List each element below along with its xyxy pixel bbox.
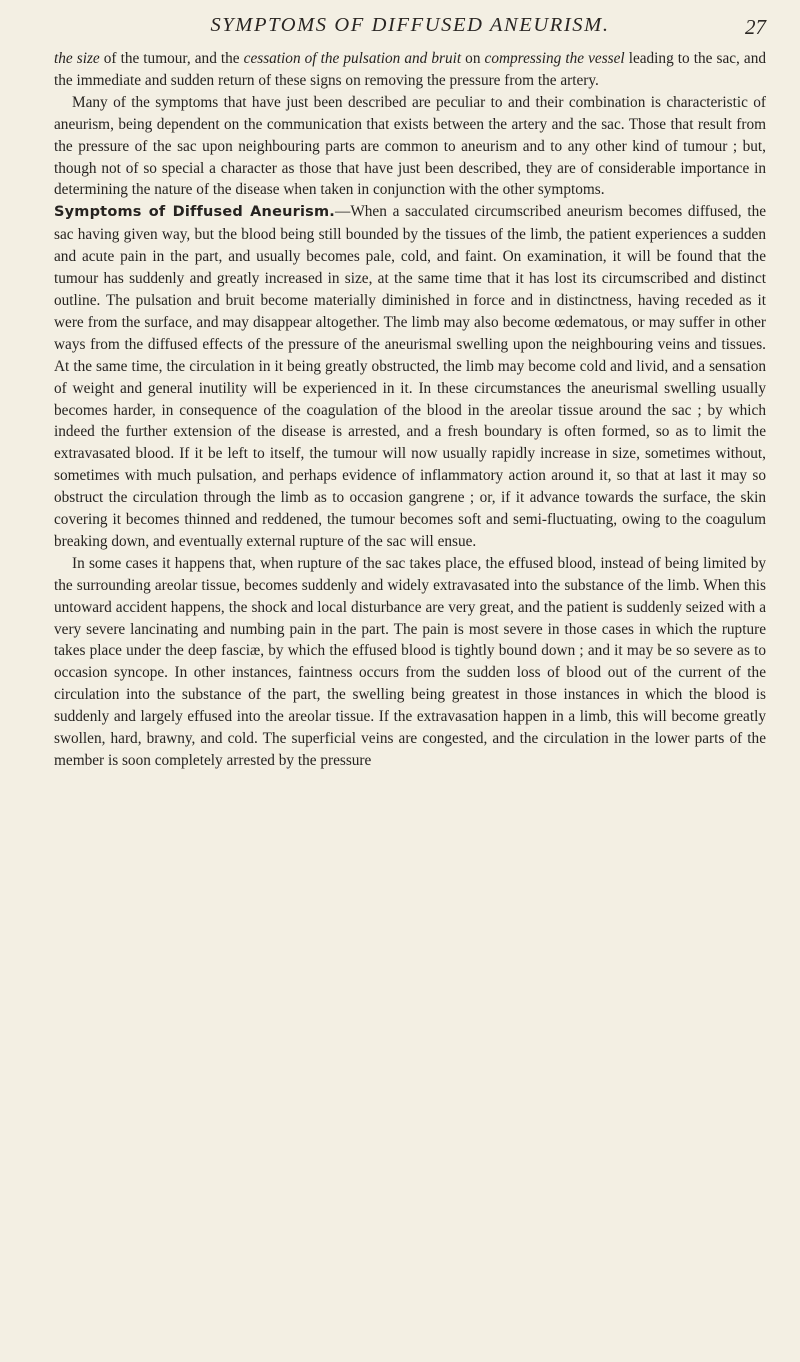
running-title: SYMPTOMS OF DIFFUSED ANEURISM. (210, 14, 610, 36)
paragraph-2: Many of the symptoms that have just been described are peculiar to and their combination is characteristic of aneurism, being dependent on the communication that exists between the artery and the sac. Those that result from the pressure of the sac upon neighbouring parts are common to aneurism and to any other kind of tumour ; but, though not of so special a character as those that have just been described, they are of considerable importance in determining the nature of the disease when taken in conjunction with the other symptoms. (54, 93, 766, 199)
page-header (54, 14, 766, 46)
book-page (54, 14, 766, 772)
emphasis-cessation: cessation of the pulsation and bruit (243, 50, 462, 67)
body-text (54, 48, 766, 772)
emphasis-size: the size (54, 50, 100, 67)
paragraph-3 (54, 201, 766, 553)
paragraph-1 (54, 48, 766, 92)
paragraph-3-text: —When a sacculated circumscribed aneurism becomes diffused, the sac having given way, but the blood being still bounded by the tissues of the limb, the patient experiences a sudden and acute pain in the part, and usually becomes pale, cold, and faint. On examination, it will be found that the tumour has suddenly and greatly increased in size, at the same time that it has lost its circumscribed and distinct outline. The pulsation and bruit become materially diminished in force and in distinctness, having receded as it were from the surface, and may disappear altogether. The limb may also become œdematous, or may suffer in other ways from the diffused effects of the pressure of the aneurismal swelling upon the neighbouring veins and tissues. At the same time, the circulation in it being greatly obstructed, the limb may become cold and livid, and a sensation of weight and general inutility will be experienced in it. In these circumstances the aneurismal swelling usually becomes harder, in consequence of the coagulation of the blood in the areolar tissue around the sac ; by which indeed the further extension of the disease is arrested, and a fresh boundary is often formed, so as to limit the extravasated blood. If it be left to itself, the tumour will now usually rapidly increase in size, sometimes without, sometimes with much pulsation, and perhaps evidence of inflammatory action around it, so that at last it may so obstruct the circulation through the limb as to occasion gangrene ; or, if it advance towards the surface, the skin covering it becomes thinned and reddened, the tumour becomes soft and semi-fluctuating, owing to the coagulum breaking down, and eventually external rupture of the sac will ensue. (54, 203, 767, 550)
paragraph-1-text-a: of the tumour, and the (99, 50, 244, 67)
page-number: 27 (745, 15, 766, 39)
section-heading: Symptoms of Diffused Aneurism. (54, 204, 336, 221)
paragraph-1-text-c: leading to the sac, and the immediate and sudden return of these signs on removing the pressure from the artery. (54, 50, 766, 89)
paragraph-1-text-b: on (461, 50, 485, 67)
emphasis-compressing: compressing the vessel (484, 50, 625, 67)
paragraph-4: In some cases it happens that, when rupture of the sac takes place, the effused blood, instead of being limited by the surrounding areolar tissue, becomes suddenly and widely extravasated into the substance of the limb. When this untoward accident happens, the shock and local disturbance are very great, and the patient is suddenly seized with a very severe lancinating and numbing pain in the part. The pain is most severe in those cases in which the rupture takes place under the deep fasciæ, by which the effused blood is tightly bound down ; and it may be so severe as to occasion syncope. In other instances, faintness occurs from the sudden loss of blood out of the current of the circulation into the substance of the part, the swelling being greatest in those instances in which the blood is suddenly and largely effused into the areolar tissue. If the extravasation happen in a limb, this will become greatly swollen, hard, brawny, and cold. The superficial veins are congested, and the circulation in the lower parts of the member is soon completely arrested by the pressure (54, 554, 766, 769)
